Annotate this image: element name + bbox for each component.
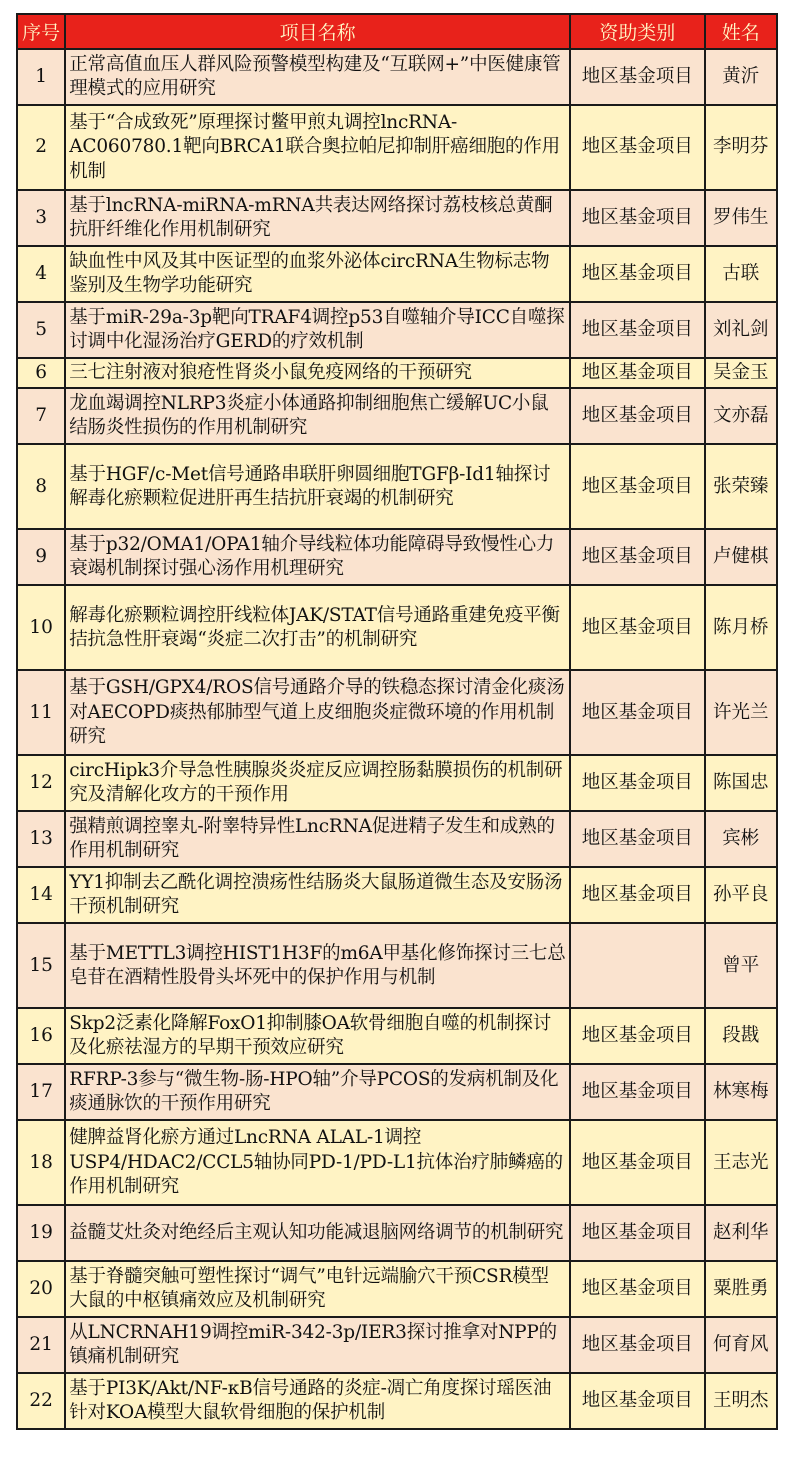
row-name: 陈月桥 xyxy=(705,585,777,670)
row-type: 地区基金项目 xyxy=(570,811,705,867)
row-title: 正常高值血压人群风险预警模型构建及“互联网+”中医健康管理模式的应用研究 xyxy=(65,49,570,105)
table-row xyxy=(17,755,777,811)
table-row xyxy=(17,1064,777,1120)
row-title: RFRP-3参与“微生物-肠-HPO轴”介导PCOS的发病机制及化痰通脉饮的干预作用研究 xyxy=(65,1064,570,1120)
row-type xyxy=(570,923,705,1008)
header-row xyxy=(17,14,777,49)
row-num: 19 xyxy=(17,1205,65,1261)
row-title: 缺血性中风及其中医证型的血浆外泌体circRNA生物标志物鉴别及生物学功能研究 xyxy=(65,246,570,302)
row-title: 基于HGF/c-Met信号通路串联肝卵圆细胞TGFβ-Id1轴探讨解毒化瘀颗粒促进肝再生拮抗肝衰竭的机制研究 xyxy=(65,444,570,529)
row-num: 12 xyxy=(17,755,65,811)
row-name: 王明杰 xyxy=(705,1373,777,1429)
row-num: 4 xyxy=(17,246,65,302)
row-title: 健脾益肾化瘀方通过LncRNA ALAL-1调控USP4/HDAC2/CCL5轴协同PD-1/PD-L1抗体治疗肺鳞癌的作用机制研究 xyxy=(65,1120,570,1205)
row-type: 地区基金项目 xyxy=(570,105,705,190)
row-type: 地区基金项目 xyxy=(570,1261,705,1317)
row-name: 粟胜勇 xyxy=(705,1261,777,1317)
row-name: 孙平良 xyxy=(705,867,777,923)
row-num: 20 xyxy=(17,1261,65,1317)
row-title: 基于PI3K/Akt/NF-κB信号通路的炎症-凋亡角度探讨瑶医油针对KOA模型大鼠软骨细胞的保护机制 xyxy=(65,1373,570,1429)
table-row xyxy=(17,585,777,670)
header-type: 资助类别 xyxy=(570,14,705,49)
table-row xyxy=(17,1261,777,1317)
row-title: 三七注射液对狼疮性肾炎小鼠免疫网络的干预研究 xyxy=(65,358,570,388)
header-name: 姓名 xyxy=(705,14,777,49)
row-title: circHipk3介导急性胰腺炎炎症反应调控肠黏膜损伤的机制研究及清解化攻方的干预作用 xyxy=(65,755,570,811)
row-num: 22 xyxy=(17,1373,65,1429)
row-type: 地区基金项目 xyxy=(570,585,705,670)
row-name: 卢健棋 xyxy=(705,529,777,585)
row-num: 13 xyxy=(17,811,65,867)
table-row xyxy=(17,670,777,755)
row-title: 龙血竭调控NLRP3炎症小体通路抑制细胞焦亡缓解UC小鼠结肠炎性损伤的作用机制研究 xyxy=(65,388,570,444)
row-title: YY1抑制去乙酰化调控溃疡性结肠炎大鼠肠道微生态及安肠汤干预机制研究 xyxy=(65,867,570,923)
row-num: 3 xyxy=(17,190,65,246)
table-row xyxy=(17,190,777,246)
table-row xyxy=(17,388,777,444)
table-row xyxy=(17,529,777,585)
row-title: Skp2泛素化降解FoxO1抑制膝OA软骨细胞自噬的机制探讨及化瘀祛湿方的早期干预效应研究 xyxy=(65,1008,570,1064)
header-title: 项目名称 xyxy=(65,14,570,49)
row-num: 10 xyxy=(17,585,65,670)
row-name: 文亦磊 xyxy=(705,388,777,444)
row-name: 李明芬 xyxy=(705,105,777,190)
row-name: 宾彬 xyxy=(705,811,777,867)
funding-table xyxy=(16,13,778,1430)
row-title: 基于“合成致死”原理探讨鳖甲煎丸调控lncRNA-AC060780.1靶向BRCA1联合奥拉帕尼抑制肝癌细胞的作用机制 xyxy=(65,105,570,190)
row-num: 1 xyxy=(17,49,65,105)
row-type: 地区基金项目 xyxy=(570,246,705,302)
row-name: 罗伟生 xyxy=(705,190,777,246)
row-type: 地区基金项目 xyxy=(570,1120,705,1205)
table-row xyxy=(17,1008,777,1064)
row-num: 8 xyxy=(17,444,65,529)
row-name: 段戡 xyxy=(705,1008,777,1064)
row-name: 吴金玉 xyxy=(705,358,777,388)
table-row xyxy=(17,1373,777,1429)
row-title: 基于GSH/GPX4/ROS信号通路介导的铁稳态探讨清金化痰汤对AECOPD痰热郁肺型气道上皮细胞炎症微环境的作用机制研究 xyxy=(65,670,570,755)
table-row xyxy=(17,302,777,358)
table-row xyxy=(17,49,777,105)
row-num: 16 xyxy=(17,1008,65,1064)
row-type: 地区基金项目 xyxy=(570,358,705,388)
row-title: 基于METTL3调控HIST1H3F的m6A甲基化修饰探讨三七总皂苷在酒精性股骨头坏死中的保护作用与机制 xyxy=(65,923,570,1008)
row-type: 地区基金项目 xyxy=(570,1317,705,1373)
row-type: 地区基金项目 xyxy=(570,302,705,358)
row-num: 2 xyxy=(17,105,65,190)
row-title: 解毒化瘀颗粒调控肝线粒体JAK/STAT信号通路重建免疫平衡拮抗急性肝衰竭“炎症二次打击”的机制研究 xyxy=(65,585,570,670)
row-num: 11 xyxy=(17,670,65,755)
row-title: 从LNCRNAH19调控miR-342-3p/IER3探讨推拿对NPP的镇痛机制研究 xyxy=(65,1317,570,1373)
row-type: 地区基金项目 xyxy=(570,388,705,444)
row-name: 赵利华 xyxy=(705,1205,777,1261)
row-name: 林寒梅 xyxy=(705,1064,777,1120)
row-num: 18 xyxy=(17,1120,65,1205)
table-row xyxy=(17,923,777,1008)
table-row xyxy=(17,358,777,388)
row-type: 地区基金项目 xyxy=(570,1373,705,1429)
row-type: 地区基金项目 xyxy=(570,1205,705,1261)
table-row xyxy=(17,1317,777,1373)
row-type: 地区基金项目 xyxy=(570,444,705,529)
row-type: 地区基金项目 xyxy=(570,1064,705,1120)
row-type: 地区基金项目 xyxy=(570,867,705,923)
row-num: 21 xyxy=(17,1317,65,1373)
row-num: 15 xyxy=(17,923,65,1008)
row-name: 古联 xyxy=(705,246,777,302)
table-row xyxy=(17,1120,777,1205)
row-title: 基于lncRNA-miRNA-mRNA共表达网络探讨荔枝核总黄酮抗肝纤维化作用机制研究 xyxy=(65,190,570,246)
row-name: 许光兰 xyxy=(705,670,777,755)
row-type: 地区基金项目 xyxy=(570,1008,705,1064)
row-num: 6 xyxy=(17,358,65,388)
row-type: 地区基金项目 xyxy=(570,190,705,246)
row-title: 强精煎调控睾丸-附睾特异性LncRNA促进精子发生和成熟的作用机制研究 xyxy=(65,811,570,867)
row-type: 地区基金项目 xyxy=(570,755,705,811)
table-row xyxy=(17,867,777,923)
row-title: 基于p32/OMA1/OPA1轴介导线粒体功能障碍导致慢性心力衰竭机制探讨强心汤作用机理研究 xyxy=(65,529,570,585)
table-row xyxy=(17,105,777,190)
row-title: 基于脊髓突触可塑性探讨“调气”电针远端腧穴干预CSR模型大鼠的中枢镇痛效应及机制研究 xyxy=(65,1261,570,1317)
row-name: 曾平 xyxy=(705,923,777,1008)
table-row xyxy=(17,444,777,529)
table-row xyxy=(17,811,777,867)
funding-table-container xyxy=(16,13,778,1430)
row-name: 陈国忠 xyxy=(705,755,777,811)
row-num: 14 xyxy=(17,867,65,923)
row-num: 5 xyxy=(17,302,65,358)
row-name: 刘礼剑 xyxy=(705,302,777,358)
header-num: 序号 xyxy=(17,14,65,49)
table-row xyxy=(17,246,777,302)
row-type: 地区基金项目 xyxy=(570,529,705,585)
row-num: 7 xyxy=(17,388,65,444)
row-name: 何育风 xyxy=(705,1317,777,1373)
row-num: 9 xyxy=(17,529,65,585)
row-name: 张荣臻 xyxy=(705,444,777,529)
row-name: 王志光 xyxy=(705,1120,777,1205)
row-title: 基于miR-29a-3p靶向TRAF4调控p53自噬轴介导ICC自噬探讨调中化湿汤治疗GERD的疗效机制 xyxy=(65,302,570,358)
row-name: 黄沂 xyxy=(705,49,777,105)
row-num: 17 xyxy=(17,1064,65,1120)
row-title: 益髓艾灶灸对绝经后主观认知功能减退脑网络调节的机制研究 xyxy=(65,1205,570,1261)
row-type: 地区基金项目 xyxy=(570,670,705,755)
row-type: 地区基金项目 xyxy=(570,49,705,105)
table-row xyxy=(17,1205,777,1261)
table-body xyxy=(17,49,777,1429)
